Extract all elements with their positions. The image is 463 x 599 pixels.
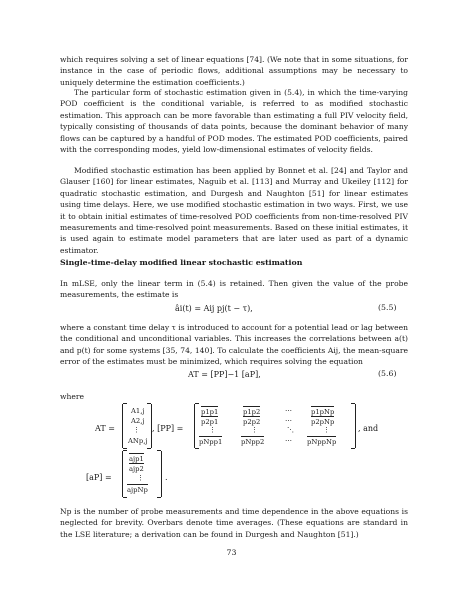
paragraph-intro: which requires solving a set of linear equations [74]. (We note that in some situations, for instance in the case of periodic flows, additional assumptions may be necessary to uniquely determine the estimation coefficients.) (60, 55, 408, 87)
pp-matrix (194, 404, 356, 448)
equation-number-5-5: (5.5) (378, 303, 397, 312)
at-cell-2: A2,j (131, 417, 145, 425)
paragraph-applications: Modified stochastic estimation has been applied by Bonnet et al. [24] and Taylor and Glauser [160] for linear estimates, Naguib et al. [113] and Murray and Ukeiley [112] for quadratic stochastic estimation, and Durgesh and Naughton [51] for linear estimates using time delays. Here, we use modified stochastic estimation in two ways. First, we use it to obtain initial estimates of time-resolved POD coefficients from non-time-resolved PIV measurements and time-resolved point measurements. Based on these initial estimates, it is used again to estimate model parameters that are later used as part of a dynamic estimator. (60, 166, 408, 255)
pp-cell-1-3: ⋯ (285, 407, 292, 415)
paragraph-modified-estimation: The particular form of stochastic estimation given in (5.4), in which the time-varying POD coefficient is the conditional variable, is referred to as modified stochastic estimation. This approach can be more favorable than estimating a full PIV velocity field, typically consisting of thousands of data points, because the dominant behavior of many flows can be captured by a handful of POD modes. The estimated POD coefficients, paired with the corresponding modes, yield low-dimensional estimates of velocity fields. (60, 88, 408, 155)
ap-period: . (165, 473, 168, 482)
equation-5-6: AT = [PP]−1 [aP], (188, 370, 261, 379)
ap-cell-2: ajp2 (129, 464, 144, 473)
pp-cell-2-2: p2p2 (243, 417, 261, 426)
pp-cell-2-3: ⋯ (285, 417, 292, 425)
pp-cell-1-4: p1pNp (311, 407, 335, 416)
pp-cell-3-1: ⋮ (209, 426, 216, 434)
equation-number-5-6: (5.6) (378, 369, 397, 378)
equation-5-5: âi(t) = Aij pj(t − τ), (175, 304, 253, 313)
pp-cell-3-2: ⋮ (251, 426, 258, 434)
pp-cell-3-4: ⋮ (323, 426, 330, 434)
ap-cell-4: ajpNp (127, 485, 148, 494)
paragraph-time-delay: where a constant time delay τ is introduced to account for a potential lead or lag between the conditional and unconditional variables. This increases the correlations between a(t) and p(t) for some systems [35, 74, 140]. To calculate the coefficients Aij, the mean-square error of the estimates must be minimized, which requires solving the equation (60, 323, 408, 367)
pp-cell-4-1: pNpp1 (199, 437, 223, 446)
at-cell-1: A1,j (131, 407, 145, 415)
ap-cell-3: ⋮ (137, 474, 144, 482)
at-cell-4: ANp,j (128, 437, 148, 445)
at-cell-3: ⋮ (133, 426, 140, 434)
pp-cell-1-1: p1p1 (201, 407, 219, 416)
pp-cell-4-3: ⋯ (285, 437, 292, 445)
pp-cell-1-2: p1p2 (243, 407, 261, 416)
ap-cell-1: ajp1 (129, 454, 144, 463)
page-number: 73 (226, 548, 237, 557)
pp-label: , [PP] = (152, 424, 184, 433)
pp-cell-4-4: pNppNp (307, 437, 337, 446)
ap-label: [aP] = (86, 473, 112, 482)
pp-cell-2-4: p2pNp (311, 417, 335, 426)
at-matrix (122, 404, 152, 448)
pp-cell-3-3: ⋱ (287, 426, 294, 434)
at-label: AT = (95, 424, 115, 433)
where-label: where (60, 392, 85, 401)
pp-cell-4-2: pNpp2 (241, 437, 265, 446)
section-heading: Single-time-delay modified linear stochastic estimation (60, 258, 303, 267)
paragraph-mlse: In mLSE, only the linear term in (5.4) is retained. Then given the value of the probe measurements, the estimate is (60, 279, 408, 300)
ap-matrix (122, 451, 162, 497)
and-label: , and (358, 424, 379, 433)
paragraph-probe-count: Np is the number of probe measurements and time dependence in the above equations is neglected for brevity. Overbars denote time averages. (These equations are standard in the LSE literature; a derivation can be found in Durgesh and Naughton [51].) (60, 507, 408, 539)
pp-cell-2-1: p2p1 (201, 417, 219, 426)
